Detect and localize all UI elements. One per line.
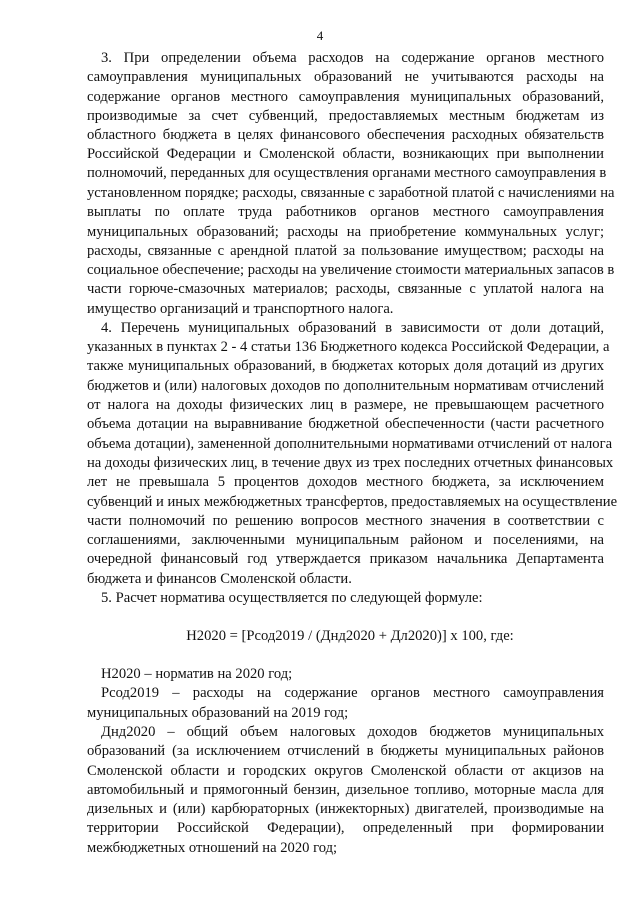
text-line: межбюджетных отношений на 2020 год; bbox=[87, 840, 338, 856]
text-line: территории Российской Федерации), определенный при формировании bbox=[87, 820, 604, 836]
text-line: указанных в пунктах 2 - 4 статьи 136 Бюджетного кодекса Российской Федерации, а bbox=[87, 339, 610, 355]
text-line: Днд2020 – общий объем налоговых доходов бюджетов муниципальных bbox=[101, 724, 604, 740]
text-line: дизельных и (или) карбюраторных (инжекторных) двигателей, производимые на bbox=[87, 801, 604, 817]
text-line: автомобильный и прямогонный бензин, дизельное топливо, моторные масла для bbox=[87, 782, 604, 798]
text-line: части горюче-смазочных материалов; расходы, связанные с уплатой налога на bbox=[87, 281, 604, 297]
text-line: производимые за счет субвенций, предоставляемых местным бюджетам из bbox=[87, 108, 604, 124]
text-line: на доходы физических лиц, в течение двух из трех последних отчетных финансовых bbox=[87, 455, 614, 471]
text-line: 3. При определении объема расходов на содержание органов местного bbox=[101, 50, 604, 66]
text-line: областного бюджета в целях финансового обеспечения расходных обязательств bbox=[87, 127, 604, 143]
text-line: от налога на доходы физических лиц в размере, не превышающем расчетного bbox=[87, 397, 604, 413]
text-line: образований (за исключением отчислений в бюджеты муниципальных районов bbox=[87, 743, 604, 759]
text-line: бюджетов и (или) налоговых доходов по дополнительным нормативам отчислений bbox=[87, 378, 604, 394]
text-line: объема дотации), замененной дополнительными нормативами отчислений от налога bbox=[87, 436, 613, 452]
text-line: выплаты по оплате труда работников органов местного самоуправления bbox=[87, 204, 604, 220]
text-line: Смоленской области и городских округов Смоленской области от акцизов на bbox=[87, 763, 604, 779]
text-line: муниципальных образований на 2019 год; bbox=[87, 705, 349, 721]
text-line: содержание органов местного самоуправления муниципальных образований, bbox=[87, 89, 604, 105]
text-line: также муниципальных образований, в бюджетах которых доля дотаций из других bbox=[87, 358, 604, 374]
text-line: 5. Расчет норматива осуществляется по следующей формуле: bbox=[101, 590, 483, 606]
page-number: 4 bbox=[316, 28, 324, 43]
formula-line: Н2020 = [Рсод2019 / (Днд2020 + Дл2020)] х 100, где: bbox=[186, 628, 514, 644]
text-line: соглашениями, заключенными муниципальным районом и поселениями, на bbox=[87, 532, 604, 548]
text-line: муниципальных образований; расходы на приобретение коммунальных услуг; bbox=[87, 224, 604, 240]
text-line: установленном порядке; расходы, связанные с заработной платой с начислениями на bbox=[87, 185, 615, 201]
text-line: имущество организаций и транспортного налога. bbox=[87, 301, 394, 317]
text-line: расходы, связанные с арендной платой за пользование имуществом; расходы на bbox=[87, 243, 604, 259]
text-line: Н2020 – норматив на 2020 год; bbox=[101, 666, 293, 682]
text-line: Рсод2019 – расходы на содержание органов местного самоуправления bbox=[101, 685, 604, 701]
text-line: полномочий, переданных для осуществления органами местного самоуправления в bbox=[87, 165, 607, 181]
text-line: бюджета и финансов Смоленской области. bbox=[87, 571, 352, 587]
text-line: социальное обеспечение; расходы на увеличение стоимости материальных запасов в bbox=[87, 262, 615, 278]
text-line: субвенций и иных межбюджетных трансфертов, предоставляемых на осуществление bbox=[87, 494, 618, 510]
text-line: объема дотации на выравнивание бюджетной обеспеченности (части расчетного bbox=[87, 416, 604, 432]
text-line: самоуправления муниципальных образований не учитываются расходы на bbox=[87, 69, 604, 85]
text-line: части полномочий по решению вопросов местного значения в соответствии с bbox=[87, 513, 604, 529]
text-line: очередной финансовый год утверждается приказом начальника Департамента bbox=[87, 551, 604, 567]
text-line: Российской Федерации и Смоленской области, возникающих при выполнении bbox=[87, 146, 604, 162]
text-line: 4. Перечень муниципальных образований в зависимости от доли дотаций, bbox=[101, 320, 604, 336]
text-line: лет не превышала 5 процентов доходов местного бюджета, за исключением bbox=[87, 474, 604, 490]
